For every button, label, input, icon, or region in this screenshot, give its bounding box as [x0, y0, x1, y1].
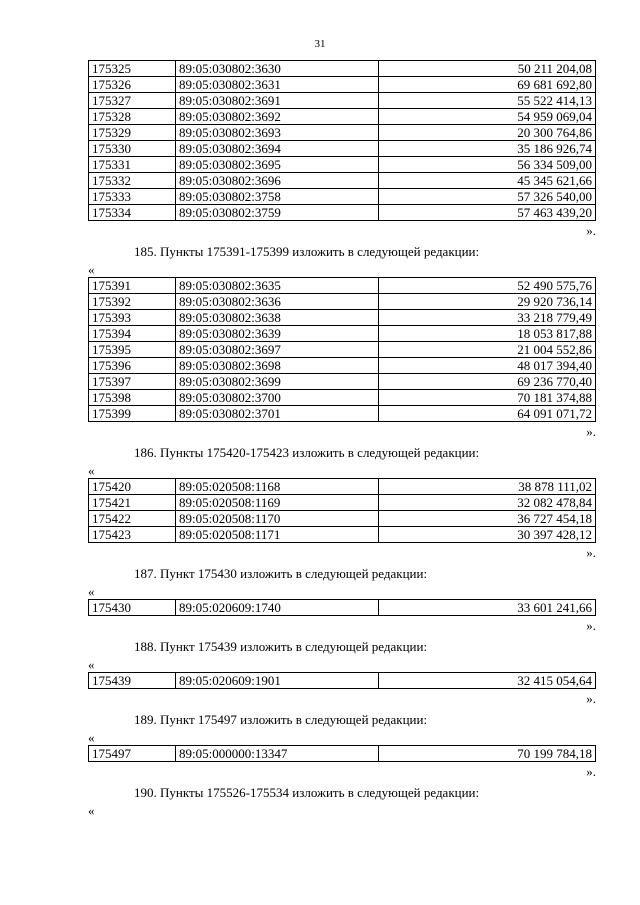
- cadastral-value-cell: 38 878 111,02: [379, 479, 596, 495]
- cadastral-value-cell: 56 334 509,00: [379, 157, 596, 173]
- cadastral-number-cell: 89:05:000000:13347: [176, 746, 379, 762]
- cadastral-value-table: [88, 599, 596, 616]
- item-number-cell: 175326: [89, 77, 176, 93]
- cadastral-value-table: [88, 277, 596, 422]
- table-row: [89, 600, 596, 616]
- cadastral-value-cell: 32 415 054,64: [379, 673, 596, 689]
- cadastral-value-cell: 45 345 621,66: [379, 173, 596, 189]
- item-number-cell: 175392: [89, 294, 176, 310]
- item-number-cell: 175393: [89, 310, 176, 326]
- item-number-cell: 175497: [89, 746, 176, 762]
- opening-quote: «: [88, 803, 95, 818]
- item-number-cell: 175330: [89, 141, 176, 157]
- cadastral-value-table: [88, 478, 596, 543]
- item-number-cell: 175329: [89, 125, 176, 141]
- cadastral-number-cell: 89:05:020508:1170: [176, 511, 379, 527]
- cadastral-number-cell: 89:05:020609:1740: [176, 600, 379, 616]
- table-row: [89, 374, 596, 390]
- amendment-heading: 189. Пункт 175497 изложить в следующей редакции:: [134, 712, 428, 727]
- table-row: [89, 390, 596, 406]
- cadastral-value-cell: 29 920 736,14: [379, 294, 596, 310]
- cadastral-value-cell: 48 017 394,40: [379, 358, 596, 374]
- cadastral-number-cell: 89:05:020609:1901: [176, 673, 379, 689]
- cadastral-value-cell: 57 326 540,00: [379, 189, 596, 205]
- table-row: [89, 358, 596, 374]
- item-number-cell: 175397: [89, 374, 176, 390]
- amendment-block: [88, 782, 596, 818]
- amendment-block: [88, 709, 596, 782]
- table-row: [89, 495, 596, 511]
- table-row: [89, 527, 596, 543]
- cadastral-value-cell: 50 211 204,08: [379, 61, 596, 77]
- item-number-cell: 175394: [89, 326, 176, 342]
- cadastral-number-cell: 89:05:030802:3636: [176, 294, 379, 310]
- item-number-cell: 175423: [89, 527, 176, 543]
- closing-quote: ».: [586, 545, 596, 560]
- cadastral-number-cell: 89:05:030802:3691: [176, 93, 379, 109]
- cadastral-number-cell: 89:05:030802:3693: [176, 125, 379, 141]
- table-row: [89, 205, 596, 221]
- amendment-heading: 186. Пункты 175420-175423 изложить в следующей редакции:: [134, 445, 480, 460]
- item-number-cell: 175327: [89, 93, 176, 109]
- cadastral-number-cell: 89:05:030802:3700: [176, 390, 379, 406]
- item-number-cell: 175328: [89, 109, 176, 125]
- page-number: 31: [314, 38, 326, 50]
- cadastral-value-cell: 69 236 770,40: [379, 374, 596, 390]
- cadastral-value-cell: 55 522 414,13: [379, 93, 596, 109]
- cadastral-number-cell: 89:05:030802:3758: [176, 189, 379, 205]
- cadastral-number-cell: 89:05:030802:3697: [176, 342, 379, 358]
- item-number-cell: 175325: [89, 61, 176, 77]
- table-row: [89, 61, 596, 77]
- table-row: [89, 746, 596, 762]
- document-body: [88, 60, 596, 818]
- cadastral-number-cell: 89:05:030802:3699: [176, 374, 379, 390]
- cadastral-value-cell: 36 727 454,18: [379, 511, 596, 527]
- closing-quote: ».: [586, 618, 596, 633]
- cadastral-number-cell: 89:05:030802:3630: [176, 61, 379, 77]
- cadastral-value-cell: 64 091 071,72: [379, 406, 596, 422]
- table-row: [89, 109, 596, 125]
- cadastral-value-cell: 30 397 428,12: [379, 527, 596, 543]
- item-number-cell: 175421: [89, 495, 176, 511]
- table-row: [89, 673, 596, 689]
- cadastral-value-cell: 52 490 575,76: [379, 278, 596, 294]
- cadastral-value-cell: 18 053 817,88: [379, 326, 596, 342]
- cadastral-number-cell: 89:05:030802:3635: [176, 278, 379, 294]
- table-row: [89, 294, 596, 310]
- cadastral-number-cell: 89:05:030802:3698: [176, 358, 379, 374]
- closing-quote: ».: [586, 691, 596, 706]
- amendment-heading: 188. Пункт 175439 изложить в следующей редакции:: [134, 639, 428, 654]
- cadastral-number-cell: 89:05:030802:3631: [176, 77, 379, 93]
- item-number-cell: 175331: [89, 157, 176, 173]
- cadastral-number-cell: 89:05:030802:3759: [176, 205, 379, 221]
- table-row: [89, 157, 596, 173]
- amendment-block: [88, 241, 596, 442]
- amendment-block: [88, 442, 596, 563]
- cadastral-number-cell: 89:05:030802:3639: [176, 326, 379, 342]
- cadastral-value-table: [88, 60, 596, 221]
- table-row: [89, 141, 596, 157]
- cadastral-value-cell: 54 959 069,04: [379, 109, 596, 125]
- table-row: [89, 77, 596, 93]
- cadastral-number-cell: 89:05:020508:1171: [176, 527, 379, 543]
- item-number-cell: 175332: [89, 173, 176, 189]
- cadastral-value-cell: 33 218 779,49: [379, 310, 596, 326]
- table-row: [89, 342, 596, 358]
- cadastral-value-cell: 70 199 784,18: [379, 746, 596, 762]
- opening-quote: «: [88, 463, 95, 478]
- cadastral-value-cell: 21 004 552,86: [379, 342, 596, 358]
- table-row: [89, 479, 596, 495]
- amendment-block: [88, 60, 596, 241]
- cadastral-value-cell: 35 186 926,74: [379, 141, 596, 157]
- cadastral-value-table: [88, 672, 596, 689]
- amendment-heading: 190. Пункты 175526-175534 изложить в следующей редакции:: [134, 785, 480, 800]
- item-number-cell: 175333: [89, 189, 176, 205]
- table-row: [89, 511, 596, 527]
- cadastral-value-cell: 33 601 241,66: [379, 600, 596, 616]
- cadastral-value-table: [88, 745, 596, 762]
- item-number-cell: 175420: [89, 479, 176, 495]
- cadastral-number-cell: 89:05:020508:1168: [176, 479, 379, 495]
- opening-quote: «: [88, 657, 95, 672]
- cadastral-value-cell: 70 181 374,88: [379, 390, 596, 406]
- cadastral-number-cell: 89:05:030802:3694: [176, 141, 379, 157]
- item-number-cell: 175396: [89, 358, 176, 374]
- item-number-cell: 175395: [89, 342, 176, 358]
- closing-quote: ».: [586, 764, 596, 779]
- opening-quote: «: [88, 730, 95, 745]
- cadastral-number-cell: 89:05:020508:1169: [176, 495, 379, 511]
- table-row: [89, 93, 596, 109]
- table-row: [89, 125, 596, 141]
- item-number-cell: 175334: [89, 205, 176, 221]
- closing-quote: ».: [586, 424, 596, 439]
- table-row: [89, 326, 596, 342]
- amendment-block: [88, 563, 596, 636]
- cadastral-value-cell: 20 300 764,86: [379, 125, 596, 141]
- table-row: [89, 406, 596, 422]
- item-number-cell: 175439: [89, 673, 176, 689]
- cadastral-number-cell: 89:05:030802:3692: [176, 109, 379, 125]
- cadastral-value-cell: 69 681 692,80: [379, 77, 596, 93]
- cadastral-value-cell: 32 082 478,84: [379, 495, 596, 511]
- amendment-heading: 187. Пункт 175430 изложить в следующей редакции:: [134, 566, 428, 581]
- cadastral-number-cell: 89:05:030802:3695: [176, 157, 379, 173]
- opening-quote: «: [88, 584, 95, 599]
- cadastral-value-cell: 57 463 439,20: [379, 205, 596, 221]
- item-number-cell: 175391: [89, 278, 176, 294]
- cadastral-number-cell: 89:05:030802:3701: [176, 406, 379, 422]
- cadastral-number-cell: 89:05:030802:3696: [176, 173, 379, 189]
- cadastral-number-cell: 89:05:030802:3638: [176, 310, 379, 326]
- item-number-cell: 175430: [89, 600, 176, 616]
- table-row: [89, 173, 596, 189]
- opening-quote: «: [88, 262, 95, 277]
- table-row: [89, 278, 596, 294]
- item-number-cell: 175422: [89, 511, 176, 527]
- closing-quote: ».: [586, 223, 596, 238]
- table-row: [89, 189, 596, 205]
- item-number-cell: 175399: [89, 406, 176, 422]
- amendment-heading: 185. Пункты 175391-175399 изложить в следующей редакции:: [134, 244, 480, 259]
- item-number-cell: 175398: [89, 390, 176, 406]
- table-row: [89, 310, 596, 326]
- amendment-block: [88, 636, 596, 709]
